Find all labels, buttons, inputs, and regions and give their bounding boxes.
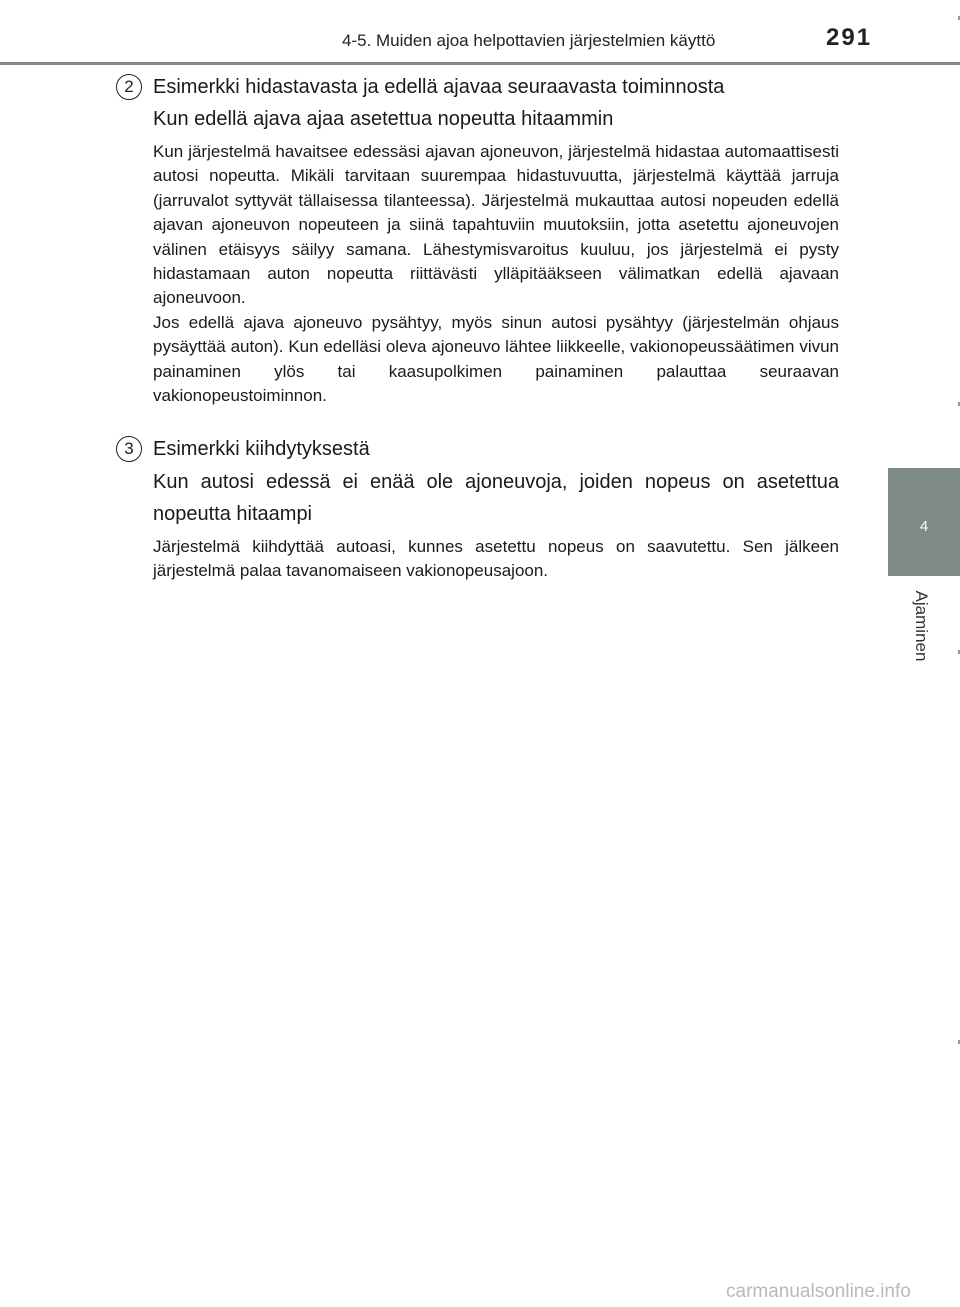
section-body [153,535,839,584]
section-subheading: Kun edellä ajava ajaa asetettua nopeutta hitaammin [153,108,614,130]
chapter-tab [888,468,960,576]
chapter-label-text: Ajaminen [912,590,931,662]
page-number: 291 [826,24,873,51]
header-rule [0,62,960,65]
body-paragraph: Jos edellä ajava ajoneuvo pysähtyy, myös sinun autosi pysähtyy (järjestelmän ohjaus pysäyttää auton). Kun edelläsi oleva ajoneuvo lähtee liikkeelle, vakionopeussäätimen vivun painaminen ylös tai kaasupolkimen painaminen palauttaa seuraavan vakionopeustoiminnon. [153,312,839,406]
section-subheading: Kun autosi edessä ei enää ole ajoneuvoja, joiden nopeus on asetettua nopeutta hitaampi [153,471,839,525]
watermark: carmanualsonline.info [726,1281,911,1302]
chapter-label [909,582,933,674]
section-body [153,140,839,408]
section-heading: Esimerkki kiihdytyksestä [153,438,370,460]
body-paragraph: Järjestelmä kiihdyttää autoasi, kunnes asetettu nopeus on saavutettu. Sen jälkeen järjestelmä palaa tavanomaiseen vakionopeusajoon. [153,537,839,581]
body-paragraph: Kun järjestelmä havaitsee edessäsi ajavan ajoneuvon, järjestelmä hidastaa automaattisesti autosi nopeutta. Mikäli tarvitaan suurempaa hidastuvuutta, järjestelmä käyttää jarruja (jarruvalot syttyvät tällaisessa tilanteessa). Järjestelmä mukauttaa autosi nopeuden edellä ajavan ajoneuvon nopeuteen ja siinä tapahtuviin muutoksiin, jotta asetettu ajoneuvojen välinen etäisyys säilyy samana. Lähestymisvaroitus kuuluu, jos järjestelmä ei pysty hidastamaan auton nopeutta riittävästi ylläpitääkseen välimatkan edellä ajavaan ajoneuvoon. [153,142,839,308]
step-number-badge: 2 [116,74,142,100]
section-heading: Esimerkki hidastavasta ja edellä ajavaa seuraavasta toiminnosta [153,76,725,98]
section-title: 4-5. Muiden ajoa helpottavien järjestelmien käyttö [342,31,716,50]
step-number-badge: 3 [116,436,142,462]
chapter-number: 4 [919,518,929,535]
